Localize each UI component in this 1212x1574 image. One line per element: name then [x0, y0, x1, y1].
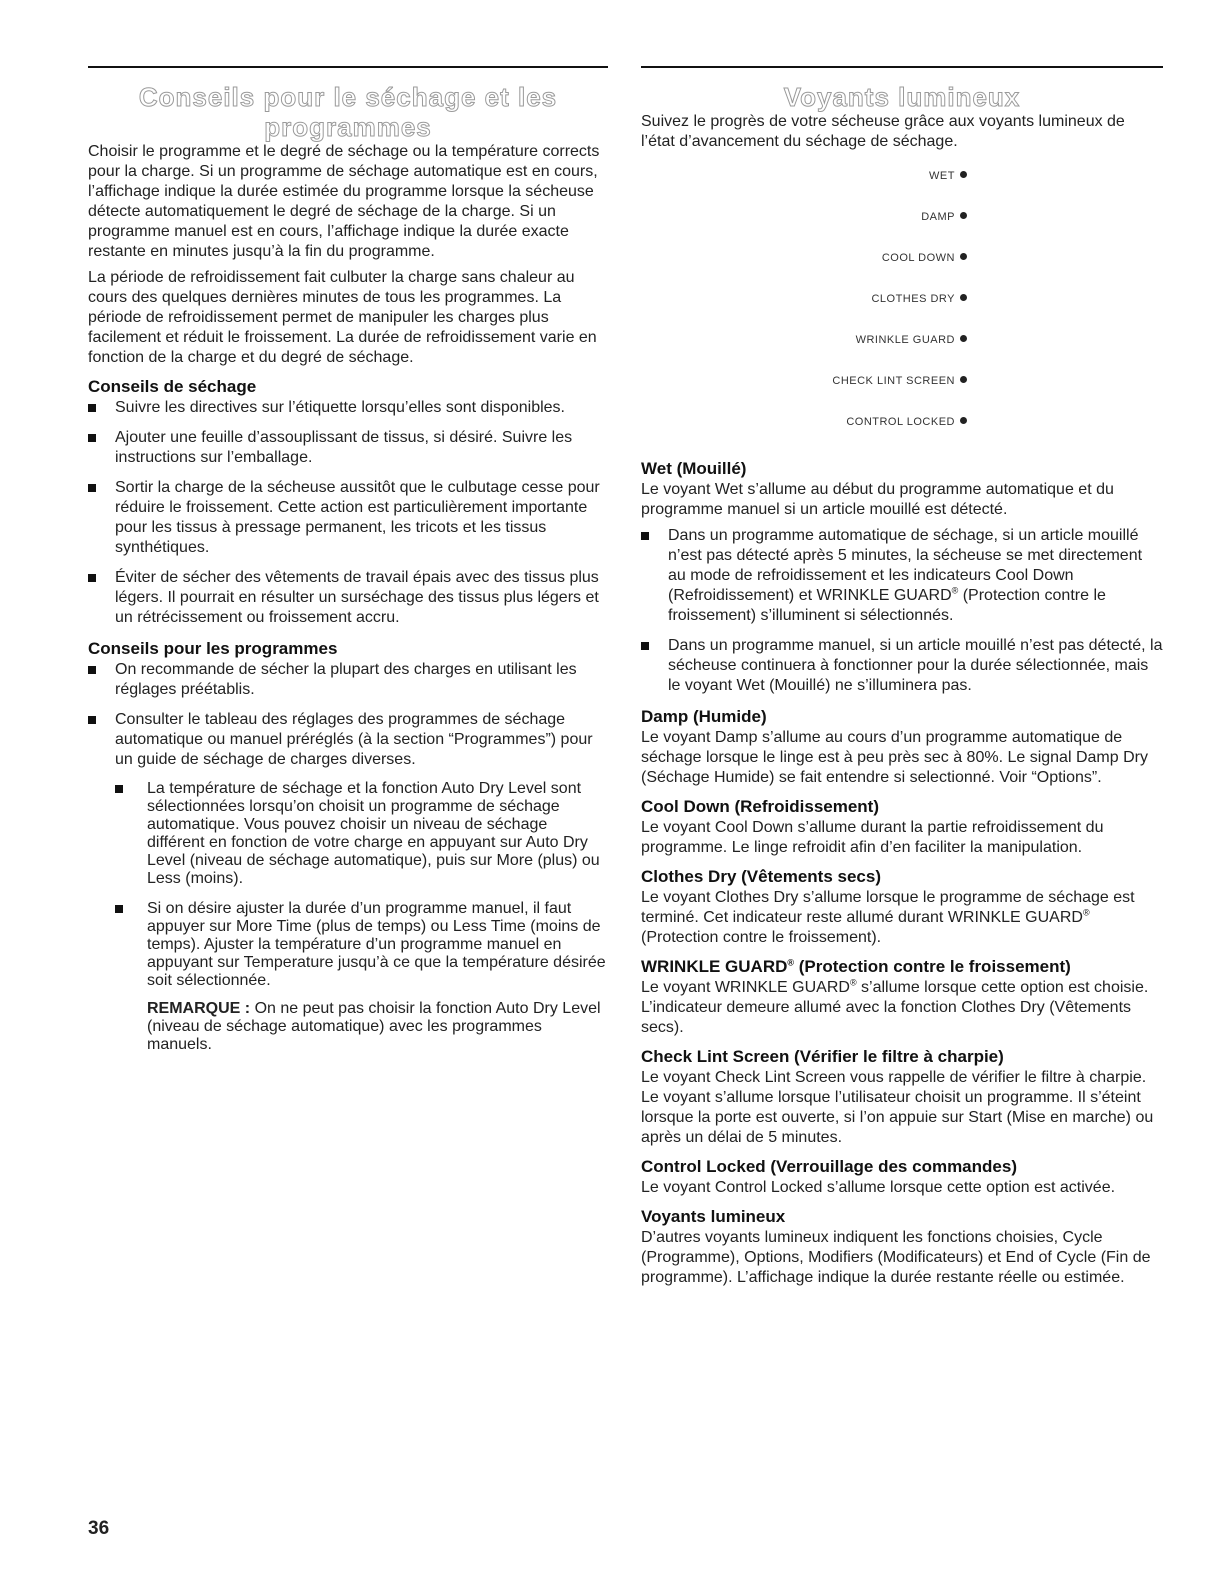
paragraph: Choisir le programme et le degré de séchage ou la température corrects pour la charge. Si un programme de séchage automatique est en cours, l’affichage indique la durée estimée du programme lorsque la sécheuse détecte automatiquement le degré de séchage de la charge. Si un programme manuel est en cours, l’affichage indique la durée exacte restante en minutes jusqu’à la fin du programme. — [88, 143, 600, 260]
light-dot — [960, 171, 967, 178]
status-light: CLOTHES DRY — [871, 293, 967, 305]
light-dot — [960, 212, 967, 219]
list-item: Dans un programme manuel, si un article mouillé n’est pas détecté, la sécheuse continuera à fonctionner pour la durée sélectionnée, mais le voyant Wet (Mouillé) ne s’illuminera pas. — [641, 636, 1163, 696]
section-title: Voyants lumineux — [783, 82, 1021, 112]
list-item: Suivre les directives sur l’étiquette lorsqu’elles sont disponibles. — [88, 398, 608, 418]
paragraph: La période de refroidissement fait culbuter la charge sans chaleur au cours des quelques dernières minutes de tous les programmes. La période de refroidissement permet de manipuler les charges plus facilement et réduit le froissement. La durée de refroidissement varie en fonction de la charge et du degré de séchage. — [88, 269, 597, 366]
list-item: Ajouter une feuille d’assouplissant de tissus, si désiré. Suivre les instructions sur l’emballage. — [88, 428, 608, 468]
divider — [88, 66, 608, 68]
light-dot — [960, 294, 967, 301]
list-item-text: Consulter le tableau des réglages des programmes de séchage automatique ou manuel préréglés (à la section “Programmes”) pour un guide de séchage de charges diverses. — [115, 711, 593, 768]
subheading: Conseils pour les programmes — [88, 639, 338, 658]
paragraph: Suivez le progrès de votre sécheuse grâce aux voyants lumineux de l’état d’avancement du séchage de séchage. — [641, 113, 1125, 150]
paragraph: Le voyant WRINKLE GUARD® s’allume lorsque cette option est choisie. L’indicateur demeure allumé avec la fonction Clothes Dry (Vêtements secs). — [641, 977, 1149, 1036]
sub-list-item: Si on désire ajuster la durée d’un programme manuel, il faut appuyer sur More Time (plus de temps) ou Less Time (moins de temps). Ajuster la température d’un programme manuel en appuyant sur Temperature jusqu’à ce que la température désirée soit sélectionnée. — [115, 900, 608, 990]
subheading: Damp (Humide) — [641, 707, 767, 726]
status-light: WET — [929, 170, 967, 182]
subheading: Cool Down (Refroidissement) — [641, 797, 880, 816]
subheading: Control Locked (Verrouillage des commandes) — [641, 1157, 1017, 1176]
right-column — [641, 66, 1163, 1294]
subheading: Clothes Dry (Vêtements secs) — [641, 867, 881, 886]
paragraph: Le voyant Clothes Dry s’allume lorsque le programme de séchage est terminé. Cet indicateur reste allumé durant WRINKLE GUARD® (Protection contre le froissement). — [641, 889, 1135, 946]
page-number: 36 — [88, 1518, 110, 1539]
subheading: Wet (Mouillé) — [641, 459, 747, 478]
list-item: On recommande de sécher la plupart des charges en utilisant les réglages préétablis. — [88, 660, 608, 700]
cycle-tips-list — [88, 660, 608, 1054]
status-lights-diagram — [641, 160, 1163, 450]
paragraph: Le voyant Cool Down s’allume durant la partie refroidissement du programme. Le linge refroidit afin d’en faciliter la manipulation. — [641, 819, 1104, 856]
status-light: CONTROL LOCKED — [846, 416, 967, 428]
light-dot — [960, 376, 967, 383]
divider — [641, 66, 1163, 68]
sub-tips-list — [115, 780, 608, 990]
title-line: programmes — [264, 112, 432, 142]
list-item — [88, 710, 608, 1054]
status-light: WRINKLE GUARD — [856, 334, 967, 346]
wet-list — [641, 526, 1163, 696]
paragraph: Le voyant Control Locked s’allume lorsque cette option est activée. — [641, 1179, 1116, 1196]
sub-list-item: La température de séchage et la fonction Auto Dry Level sont sélectionnées lorsqu’on choisit un programme de séchage automatique. Vous pouvez choisir un niveau de séchage différent en fonction de votre charge en appuyant sur Auto Dry Level (niveau de séchage automatique), puis sur More (plus) ou Less (moins). — [115, 780, 608, 888]
note — [115, 1000, 608, 1054]
subheading: Check Lint Screen (Vérifier le filtre à charpie) — [641, 1047, 1004, 1066]
left-column — [88, 66, 608, 1064]
list-item: Sortir la charge de la sécheuse aussitôt que le culbutage cesse pour réduire le froissement. Cette action est particulièrement importante pour les tissus à pressage permanent, les tricots et les tissus synthétiques. — [88, 478, 608, 558]
list-item: Éviter de sécher des vêtements de travail épais avec des tissus plus légers. Il pourrait en résulter un surséchage des tissus plus légers et un rétrécissement ou froissement accru. — [88, 568, 608, 628]
light-dot — [960, 253, 967, 260]
paragraph: D’autres voyants lumineux indiquent les fonctions choisies, Cycle (Programme), Options, Modifiers (Modificateurs) et End of Cycle (Fin de programme). L’affichage indique la durée restante réelle ou estimée. — [641, 1229, 1151, 1286]
title-line: Conseils pour le séchage et les — [138, 82, 558, 112]
paragraph: Le voyant Damp s’allume au cours d’un programme automatique de séchage lorsque le linge est à peu près sec à 80%. Le signal Damp Dry (Séchage Humide) se fait entendre si selectionné. Voir “Options”. — [641, 729, 1148, 786]
drying-tips-list — [88, 398, 608, 628]
note-text: On ne peut pas choisir la fonction Auto Dry Level (niveau de séchage automatique) avec les programmes manuels. — [147, 1000, 601, 1053]
light-dot — [960, 417, 967, 424]
light-dot — [960, 335, 967, 342]
subheading: Voyants lumineux — [641, 1207, 786, 1226]
paragraph: Le voyant Wet s’allume au début du programme automatique et du programme manuel si un article mouillé est détecté. — [641, 481, 1114, 518]
list-item: Dans un programme automatique de séchage, si un article mouillé n’est pas détecté après 5 minutes, la sécheuse se met directement au mode de refroidissement et les indicateurs Cool Down (Refroidissement) et WRINKLE GUARD® (Protection contre le froissement) s’illuminent si sélectionnés. — [641, 526, 1163, 626]
status-light: COOL DOWN — [882, 252, 967, 264]
status-light: CHECK LINT SCREEN — [832, 375, 967, 387]
paragraph: Le voyant Check Lint Screen vous rappelle de vérifier le filtre à charpie. Le voyant s’allume lorsque l’utilisateur choisit un programme. Il s’éteint lorsque la porte est ouverte, si l’on appuie sur Start (Mise en marche) ou après un délai de 5 minutes. — [641, 1069, 1154, 1146]
note-label: REMARQUE : — [147, 1000, 251, 1017]
subheading: WRINKLE GUARD® (Protection contre le froissement) — [641, 957, 1071, 976]
status-light: DAMP — [921, 211, 967, 223]
subheading: Conseils de séchage — [88, 377, 257, 396]
section-title — [88, 82, 608, 142]
